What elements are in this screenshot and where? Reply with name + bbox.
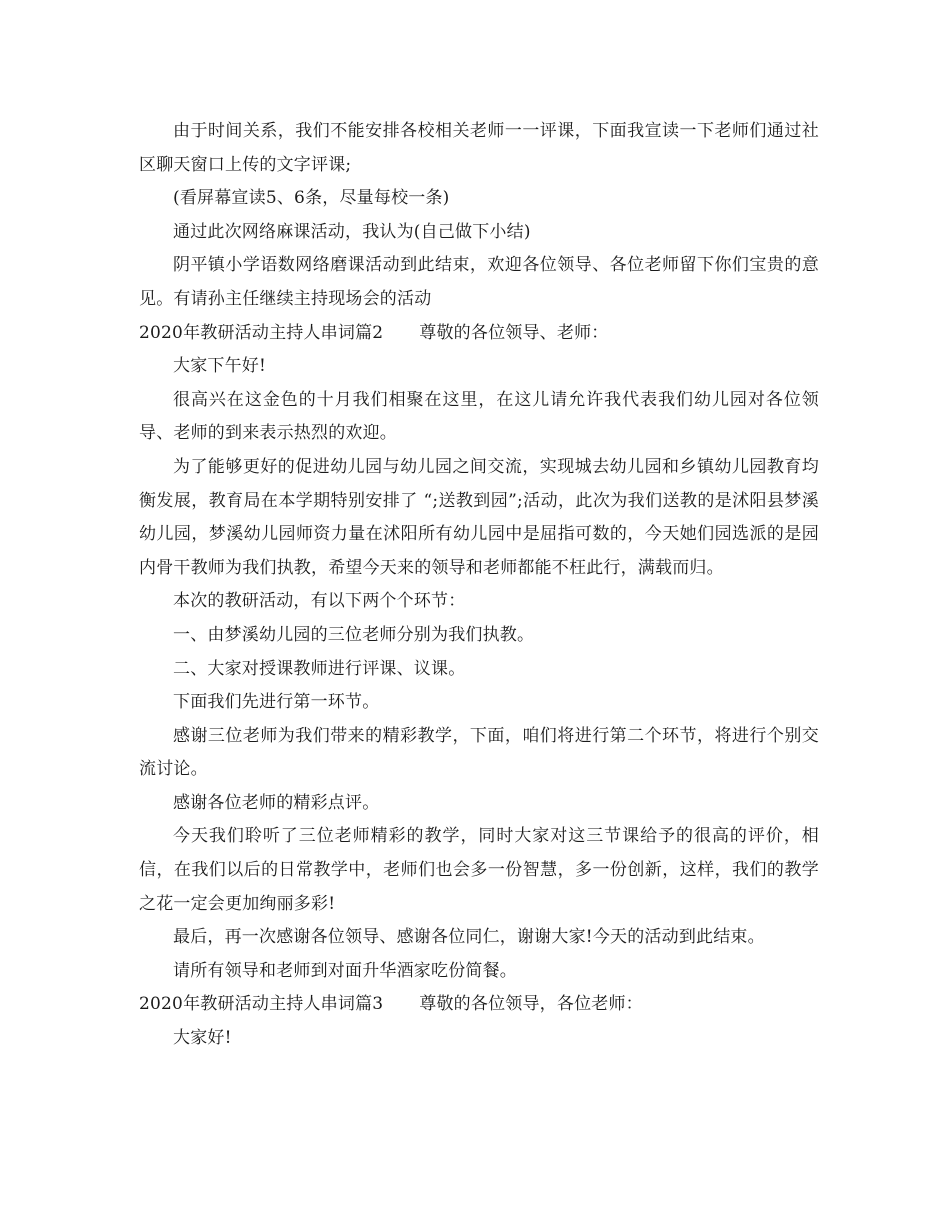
paragraph: 感谢各位老师的精彩点评。: [173, 792, 380, 813]
paragraph: 感谢三位老师为我们带来的精彩教学，下面，咱们将进行第二个环节，将进行个别交流讨论。: [139, 725, 819, 780]
section-heading: [139, 317, 819, 351]
paragraph: 最后，再一次感谢各位领导、感谢各位同仁，谢谢大家!今天的活动到此结束。: [173, 927, 765, 948]
salutation: 尊敬的各位领导、老师：: [419, 322, 609, 343]
paragraph: 二、大家对授课教师进行评课、议课。: [173, 658, 466, 679]
document-body: [139, 115, 819, 1056]
paragraph: 本次的教研活动，有以下两个个环节：: [173, 591, 466, 612]
section-title: 2020年教研活动主持人串词篇3: [139, 994, 384, 1015]
paragraph: 为了能够更好的促进幼儿园与幼儿园之间交流，实现城去幼儿园和乡镇幼儿园教育均衡发展，教育局在本学期特别安排了 “;送教到园”;活动，此次为我们送教的是沭阳县梦溪幼儿园，梦溪幼儿园师资力量在沭阳所有幼儿园中是屈指可数的，今天她们园选派的是园内骨干教师为我们执教，希望今天来的领导和老师都能不枉此行，满载而归。: [139, 456, 819, 578]
paragraph: 很高兴在这金色的十月我们相聚在这里，在这儿请允许我代表我们幼儿园对各位领导、老师的到来表示热烈的欢迎。: [139, 389, 819, 444]
paragraph: (看屏幕宣读5、6条，尽量每校一条): [173, 188, 450, 209]
paragraph: 通过此次网络麻课活动，我认为(自己做下小结): [173, 221, 531, 242]
paragraph: 阴平镇小学语数网络磨课活动到此结束，欢迎各位领导、各位老师留下你们宝贵的意见。有请孙主任继续主持现场会的活动: [139, 255, 819, 309]
section-title: 2020年教研活动主持人串词篇2: [139, 322, 384, 343]
paragraph: 一、由梦溪幼儿园的三位老师分别为我们执教。: [173, 624, 535, 645]
paragraph: 今天我们聆听了三位老师精彩的教学，同时大家对这三节课给予的很高的评价，相信，在我们以后的日常教学中，老师们也会多一份智慧，多一份创新，这样，我们的教学之花一定会更加绚丽多彩!: [139, 826, 819, 914]
paragraph: 请所有领导和老师到对面升华酒家吃份简餐。: [173, 960, 517, 981]
paragraph: 由于时间关系，我们不能安排各校相关老师一一评课，下面我宣读一下老师们通过社区聊天窗口上传的文字评课;: [139, 121, 819, 175]
paragraph: 大家好!: [173, 1028, 232, 1049]
salutation: 尊敬的各位领导，各位老师：: [419, 994, 643, 1015]
paragraph: 大家下午好!: [173, 356, 267, 377]
section-heading: [139, 988, 819, 1022]
paragraph: 下面我们先进行第一环节。: [173, 692, 380, 713]
